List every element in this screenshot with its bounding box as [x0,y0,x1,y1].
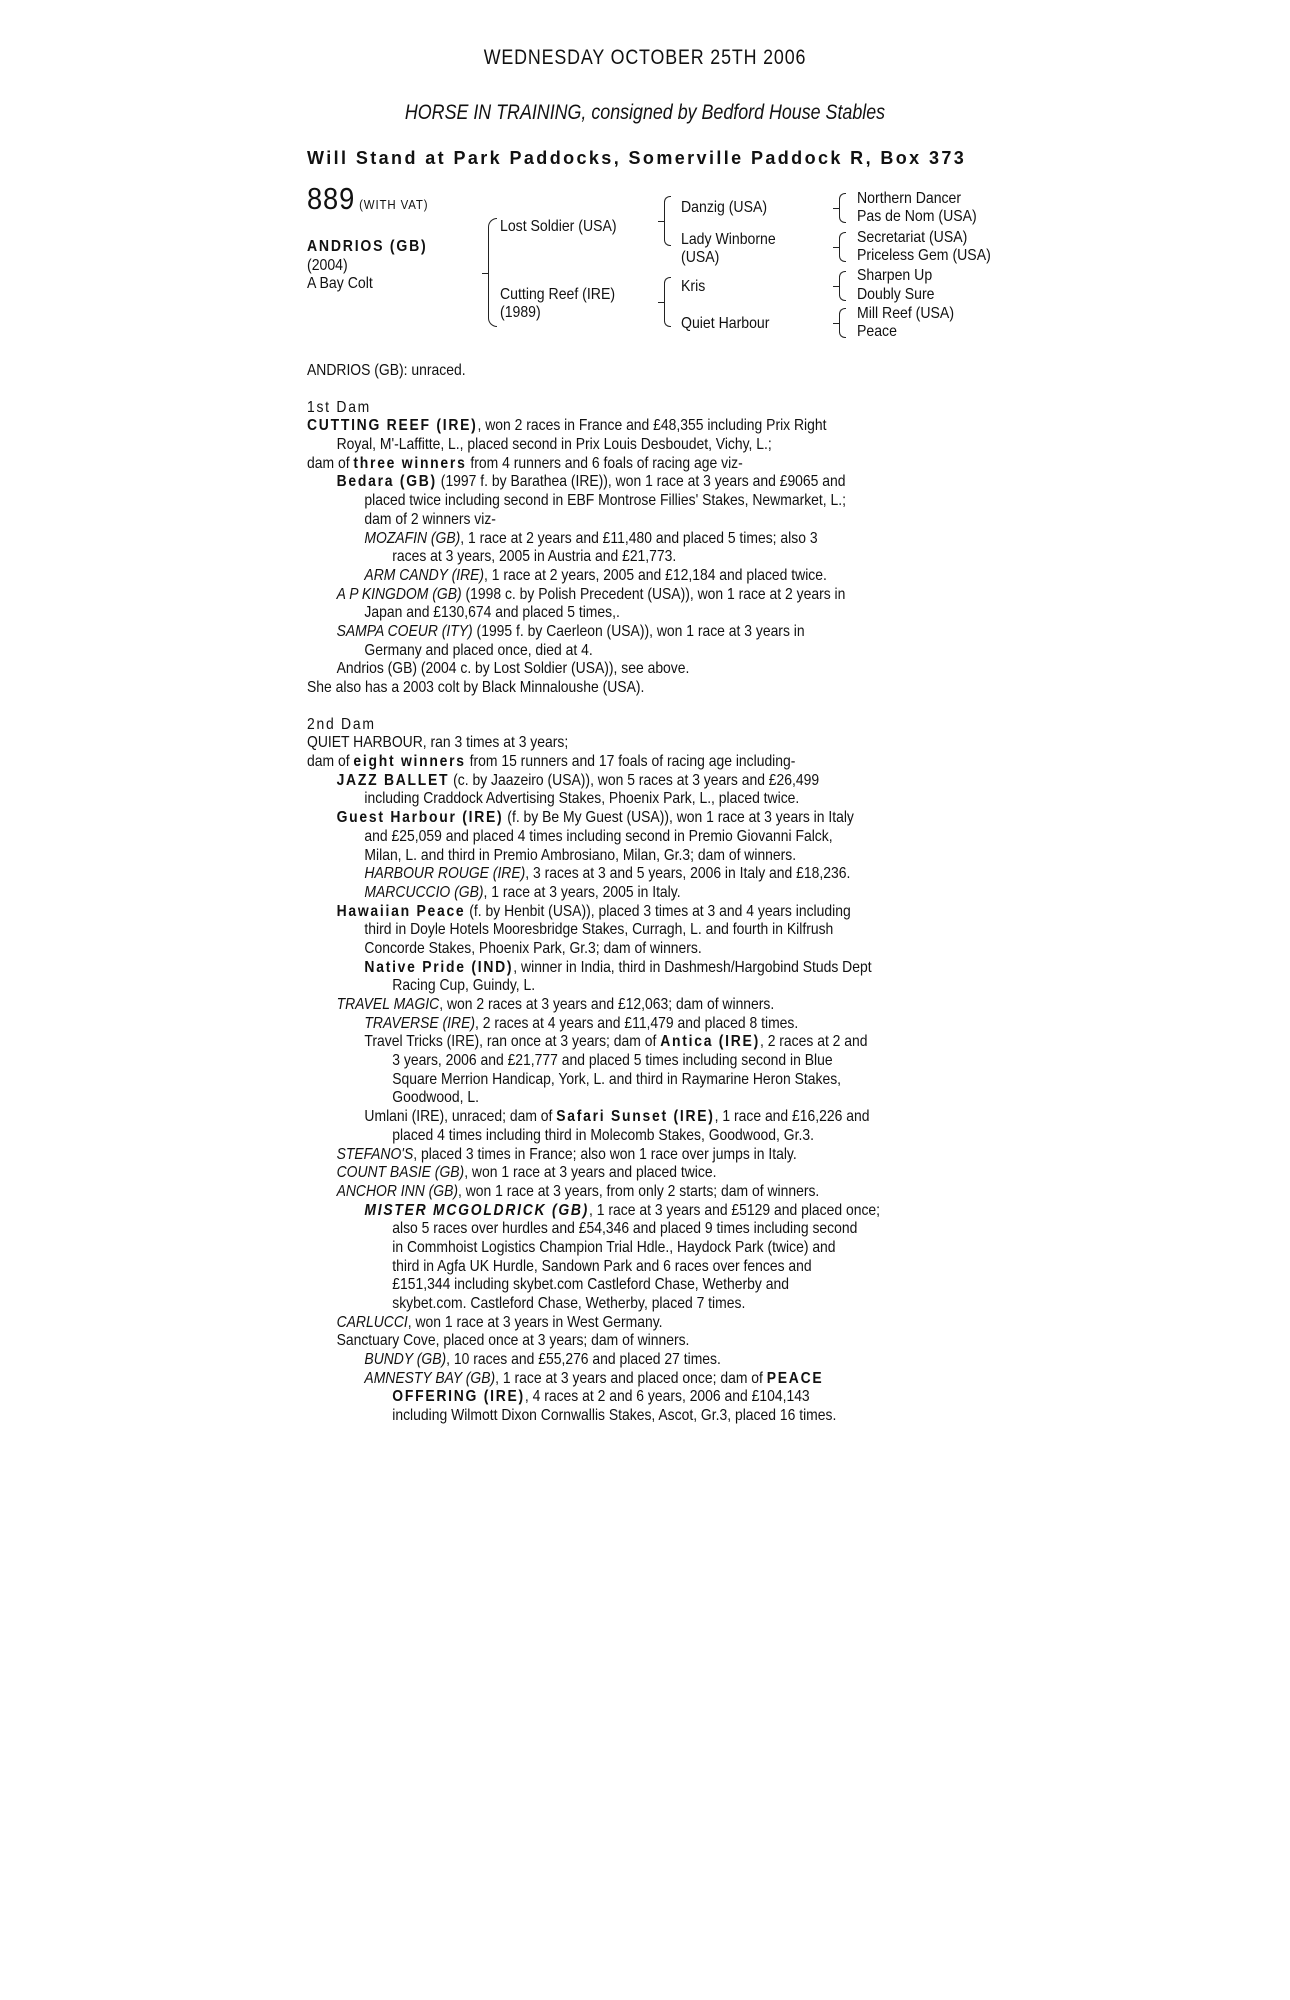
text-run: dam of [307,753,354,771]
text-run: Travel Tricks (IRE), ran once at 3 years; dam of [364,1033,661,1051]
pedigree-brace [839,193,846,223]
text-line [307,1015,890,1034]
text-line [307,865,890,884]
pedigree-block [307,181,1027,350]
text-run: , 10 races and £55,276 and placed 27 times. [446,1351,721,1369]
brace-tip [833,208,839,209]
ancestor: Sharpen Up [857,267,933,284]
text-run: Square Merrion Handicap, York, L. and third in Raymarine Heron Stakes, [392,1070,842,1088]
text-run: eight winners [353,753,466,771]
text-run: Bedara (GB) [336,473,437,491]
text-run: She also has a 2003 colt by Black Minnaloushe (USA). [307,679,645,696]
text-run: Safari Sunset (IRE) [556,1108,715,1126]
sire: Lost Soldier (USA) [500,218,617,235]
text-run: Japan and £130,674 and placed 5 times,. [364,604,620,622]
ancestor: Doubly Sure [857,286,935,303]
text-run: , won 2 races at 3 years and £12,063; dam of winners. [439,996,775,1013]
text-run: , 1 race at 3 years, 2005 in Italy. [483,883,681,901]
text-run: also 5 races over hurdles and £54,346 and placed 9 times including second [392,1220,858,1238]
text-line [307,959,890,978]
horse-description: A Bay Colt [307,275,373,292]
text-run: Native Pride (IND) [364,958,514,976]
stabling-location: Will Stand at Park Paddocks, Somerville Paddock R, Box 373 [307,148,967,168]
text-run: BUNDY (GB) [364,1351,447,1369]
text-run: including Wilmott Dixon Cornwallis Stakes, Ascot, Gr.3, placed 16 times. [392,1407,837,1425]
pedigree-brace [664,196,671,246]
sire-sire: Danzig (USA) [681,199,768,216]
text-run: QUIET HARBOUR, ran 3 times at 3 years; [307,734,569,752]
text-run: third in Doyle Hotels Mooresbridge Stakes, Curragh, L. and fourth in Kilfrush [364,921,834,939]
lot-number: 889 [307,181,356,216]
text-line [307,1146,890,1165]
dam-sire: Kris [681,278,706,295]
text-run: placed twice including second in EBF Montrose Fillies' Stakes, Newmarket, L.; [364,492,846,510]
text-line [307,772,890,791]
text-line [307,1388,890,1407]
text-run: ANCHOR INN (GB) [336,1182,458,1200]
brace-tip [658,302,664,303]
text-line [307,753,890,772]
text-run: placed 4 times including third in Molecomb Stakes, Goodwood, Gr.3. [392,1126,814,1144]
text-run: AMNESTY BAY (GB) [364,1369,496,1387]
text-run: 3 years, 2006 and £21,777 and placed 5 times including second in Blue [392,1052,833,1070]
text-run: Hawaiian Peace [336,902,466,920]
dam: Cutting Reef (IRE) [500,286,616,303]
race-record [307,362,977,1426]
text-run: Antica (IRE) [660,1033,760,1051]
text-run: including Craddock Advertising Stakes, Phoenix Park, L., placed twice. [364,790,800,808]
pedigree-brace [664,277,671,327]
text-run: skybet.com. Castleford Chase, Wetherby, placed 7 times. [392,1295,746,1312]
text-run: STEFANO'S [336,1145,414,1163]
ancestor: Secretariat (USA) [857,229,968,246]
text-run: CUTTING REEF (IRE) [307,417,478,435]
text-run: Royal, M'-Laffitte, L., placed second in Prix Louis Desboudet, Vichy, L.; [336,436,772,454]
second-dam-heading: 2nd Dam [307,715,376,733]
text-line [307,586,890,605]
text-run: , 1 race and £16,226 and [714,1108,870,1126]
ancestor: Peace [857,323,897,340]
text-run: (1995 f. by Caerleon (USA)), won 1 race at 3 years in [472,622,805,640]
horse-name: ANDRIOS (GB) [307,238,428,255]
text-run: Goodwood, L. [392,1089,479,1107]
text-run: (f. by Henbit (USA)), placed 3 times at 3 and 4 years including [465,902,851,920]
text-run: PEACE [766,1369,824,1387]
text-run: Concorde Stakes, Phoenix Park, Gr.3; dam of winners. [364,939,702,957]
brace-tip [833,286,839,287]
ancestor: Northern Dancer [857,190,962,207]
ancestor: Pas de Nom (USA) [857,208,977,225]
text-run: OFFERING (IRE) [392,1388,525,1406]
text-run: Andrios (GB) (2004 c. by Lost Soldier (USA)), see above. [336,660,690,678]
text-run: SAMPA COEUR (ITY) [336,622,473,640]
race-record-summary: ANDRIOS (GB): unraced. [307,362,466,379]
text-run: ARM CANDY (IRE) [364,566,485,584]
text-run: (c. by Jaazeiro (USA)), won 5 races at 3 years and £26,499 [449,771,820,789]
text-run: , 1 race at 2 years, 2005 and £12,184 and placed twice. [484,566,827,584]
pedigree-brace [839,308,846,338]
pedigree-brace [839,271,846,301]
text-run: Racing Cup, Guindy, L. [392,977,536,995]
text-run: Guest Harbour (IRE) [336,809,504,827]
text-line [307,884,890,903]
text-run: , 1 race at 2 years and £11,480 and placed 5 times; also 3 [460,529,818,547]
text-run: Milan, L. and third in Premio Ambrosiano, Milan, Gr.3; dam of winners. [364,846,797,864]
first-dam-heading: 1st Dam [307,398,372,416]
text-run: , won 1 race at 3 years in West Germany. [407,1313,663,1331]
text-run: , 2 races at 4 years and £11,479 and placed 8 times. [475,1014,799,1032]
text-run: , 1 race at 3 years and placed once; dam of [495,1369,767,1387]
text-run: TRAVEL MAGIC [336,996,440,1013]
text-run: £151,344 including skybet.com Castleford Chase, Wetherby and [392,1276,789,1294]
paragraph-gap [307,381,977,399]
text-run: and £25,059 and placed 4 times including second in Premio Giovanni Falck, [364,827,833,845]
text-run: Sanctuary Cove, placed once at 3 years; dam of winners. [336,1332,690,1350]
text-run: , winner in India, third in Dashmesh/Hargobind Studs Dept [513,958,872,976]
text-run: , won 2 races in France and £48,355 including Prix Right [477,417,827,435]
text-line [307,530,890,549]
text-run: , 1 race at 3 years and £5129 and placed once; [589,1201,881,1219]
text-run: HARBOUR ROUGE (IRE) [364,865,526,883]
text-line [307,1183,890,1202]
sale-date: WEDNESDAY OCTOBER 25TH 2006 [483,46,807,69]
dam-year: (1989) [500,304,541,321]
text-line [307,1351,890,1370]
text-run: , placed 3 times in France; also won 1 race over jumps in Italy. [413,1145,797,1163]
vat-note: (WITH VAT) [359,197,429,212]
pedigree-brace [488,218,497,327]
text-run: dam of [307,454,354,472]
paragraph-gap [307,698,977,716]
text-line [307,455,890,474]
text-line [307,1108,890,1127]
text-line [307,1202,890,1221]
text-line [307,567,890,586]
text-run: A P KINGDOM (GB) [336,585,462,603]
brace-tip [482,273,488,274]
text-run: , won 1 race at 3 years, from only 2 starts; dam of winners. [457,1182,820,1200]
text-run: , 2 races at 2 and [759,1033,868,1051]
text-run: dam of 2 winners viz- [364,510,496,528]
text-run: from 4 runners and 6 foals of racing age viz- [466,454,743,472]
text-line [307,903,890,922]
text-run: , won 1 race at 3 years and placed twice. [464,1164,717,1182]
pedigree-brace [839,232,846,262]
text-run: (f. by Be My Guest (USA)), won 1 race at 3 years in Italy [503,809,854,827]
text-run: JAZZ BALLET [336,771,450,789]
text-run: COUNT BASIE (GB) [336,1164,465,1182]
text-run: from 15 runners and 17 foals of racing age including- [465,753,796,771]
text-run: , 4 races at 2 and 6 years, 2006 and £104,143 [524,1388,810,1406]
text-run: in Commhoist Logistics Champion Trial Hdle., Haydock Park (twice) and [392,1238,836,1256]
text-run: MOZAFIN (GB) [364,529,461,547]
foaling-year: (2004) [307,257,348,274]
text-run: Germany and placed once, died at 4. [364,641,593,659]
sire-dam-country: (USA) [681,249,720,266]
text-line [307,996,890,1015]
brace-tip [833,323,839,324]
text-run: races at 3 years, 2005 in Austria and £21,773. [392,548,677,566]
text-run: , 3 races at 3 and 5 years, 2006 in Italy and £18,236. [525,865,851,883]
text-run: TRAVERSE (IRE) [364,1014,476,1032]
text-run: (1998 c. by Polish Precedent (USA)), won 1 race at 2 years in [461,585,846,603]
ancestor: Priceless Gem (USA) [857,247,991,264]
brace-tip [658,221,664,222]
brace-tip [833,247,839,248]
text-line [307,1033,890,1052]
text-run: three winners [353,454,467,472]
text-run: Umlani (IRE), unraced; dam of [364,1108,557,1126]
text-line [307,809,890,828]
text-line [307,623,890,642]
text-run: third in Agfa UK Hurdle, Sandown Park and 6 races over fences and [392,1257,812,1275]
consignment-line: HORSE IN TRAINING, consigned by Bedford House Stables [404,101,886,124]
text-run: CARLUCCI [336,1313,408,1331]
text-line [307,473,890,492]
sire-dam: Lady Winborne [681,231,776,248]
text-line [307,1164,890,1183]
text-run: (1997 f. by Barathea (IRE)), won 1 race at 3 years and £9065 and [436,473,846,491]
text-run: MARCUCCIO (GB) [364,883,484,901]
text-line [307,417,890,436]
lot-number-line [307,181,429,216]
text-line [307,1370,890,1389]
text-run: MISTER MCGOLDRICK (GB) [364,1201,590,1219]
text-line [307,1314,890,1333]
ancestor: Mill Reef (USA) [857,305,955,322]
dam-dam: Quiet Harbour [681,315,770,332]
